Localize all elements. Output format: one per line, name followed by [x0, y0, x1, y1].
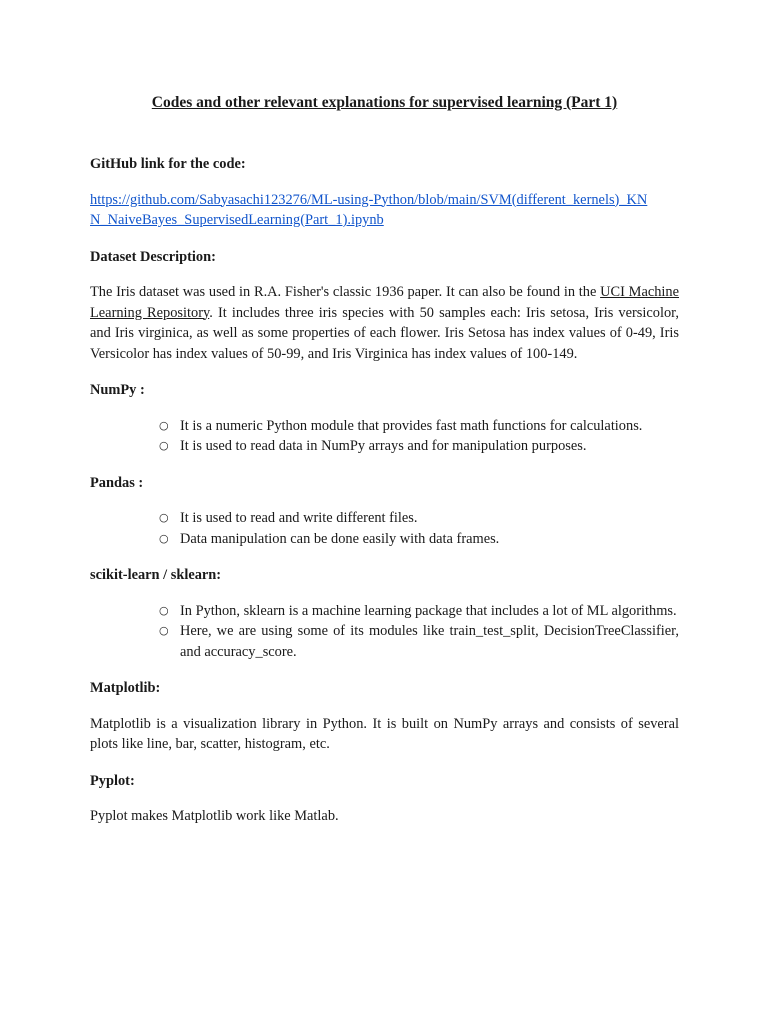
pyplot-heading: Pyplot: [90, 772, 135, 789]
dataset-heading: Dataset Description: [90, 248, 216, 265]
sklearn-heading: scikit-learn / sklearn: [90, 567, 222, 583]
list-item [159, 436, 679, 457]
numpy-heading: NumPy : [90, 382, 145, 398]
matplotlib-paragraph: Matplotlib is a visualization library in Python. It is built on NumPy arrays and consists of several plots like line, bar, scatter, histogram, etc. [90, 715, 679, 752]
pandas-list [90, 508, 679, 549]
pyplot-paragraph: Pyplot makes Matplotlib work like Matlab. [90, 808, 339, 824]
list-item [159, 621, 679, 662]
list-item-text: It is used to read and write different files. [180, 510, 418, 526]
github-link-line2: N_NaiveBayes_SupervisedLearning(Part_1).ipynb [90, 212, 384, 228]
list-item [159, 529, 679, 550]
document-title: Codes and other relevant explanations for supervised learning (Part 1) [151, 94, 618, 111]
numpy-list [90, 416, 679, 457]
github-link-paragraph [90, 190, 679, 231]
bullet-circle-icon: ○ [159, 603, 169, 617]
bullet-circle-icon: ○ [159, 511, 169, 524]
sklearn-list [90, 601, 679, 663]
pandas-heading: Pandas : [90, 474, 144, 491]
bullet-circle-icon: ○ [159, 439, 169, 452]
bullet-circle-icon: ○ [159, 624, 169, 637]
matplotlib-heading: Matplotlib: [90, 680, 161, 696]
github-link-line1: https://github.com/Sabyasachi123276/ML-using-Python/blob/main/SVM(different_kernels)_KN [90, 191, 648, 208]
list-item-text: In Python, sklearn is a machine learning package that includes a lot of ML algorithms. [180, 602, 677, 619]
github-link[interactable] [90, 192, 647, 229]
bullet-circle-icon: ○ [159, 418, 169, 432]
uci-repository-link[interactable]: UCI Machine Learning Repository [90, 284, 679, 321]
list-item [159, 508, 679, 529]
list-item-text: Here, we are using some of its modules like train_test_split, DecisionTreeClassifier, and accuracy_score. [180, 623, 679, 660]
list-item-text: It is used to read data in NumPy arrays and for manipulation purposes. [180, 438, 587, 454]
github-heading: GitHub link for the code: [90, 156, 246, 172]
dataset-text-after-link: . It includes three iris species with 50 samples each: Iris setosa, Iris versicolor, and Iris virginica, as well as some properties of each flower. Iris Setosa has index values of 0-49, Iris Versicolor has index values of 50-99, and Iris Virginica has index values of 100-149. [90, 304, 679, 362]
list-item-text: Data manipulation can be done easily with data frames. [180, 530, 500, 547]
bullet-circle-icon: ○ [159, 531, 169, 545]
list-item [159, 416, 679, 437]
dataset-text-before-link: The Iris dataset was used in R.A. Fisher's classic 1936 paper. It can also be found in the [90, 284, 601, 300]
dataset-paragraph [90, 282, 679, 364]
list-item [159, 601, 679, 622]
list-item-text: It is a numeric Python module that provides fast math functions for calculations. [180, 417, 643, 434]
